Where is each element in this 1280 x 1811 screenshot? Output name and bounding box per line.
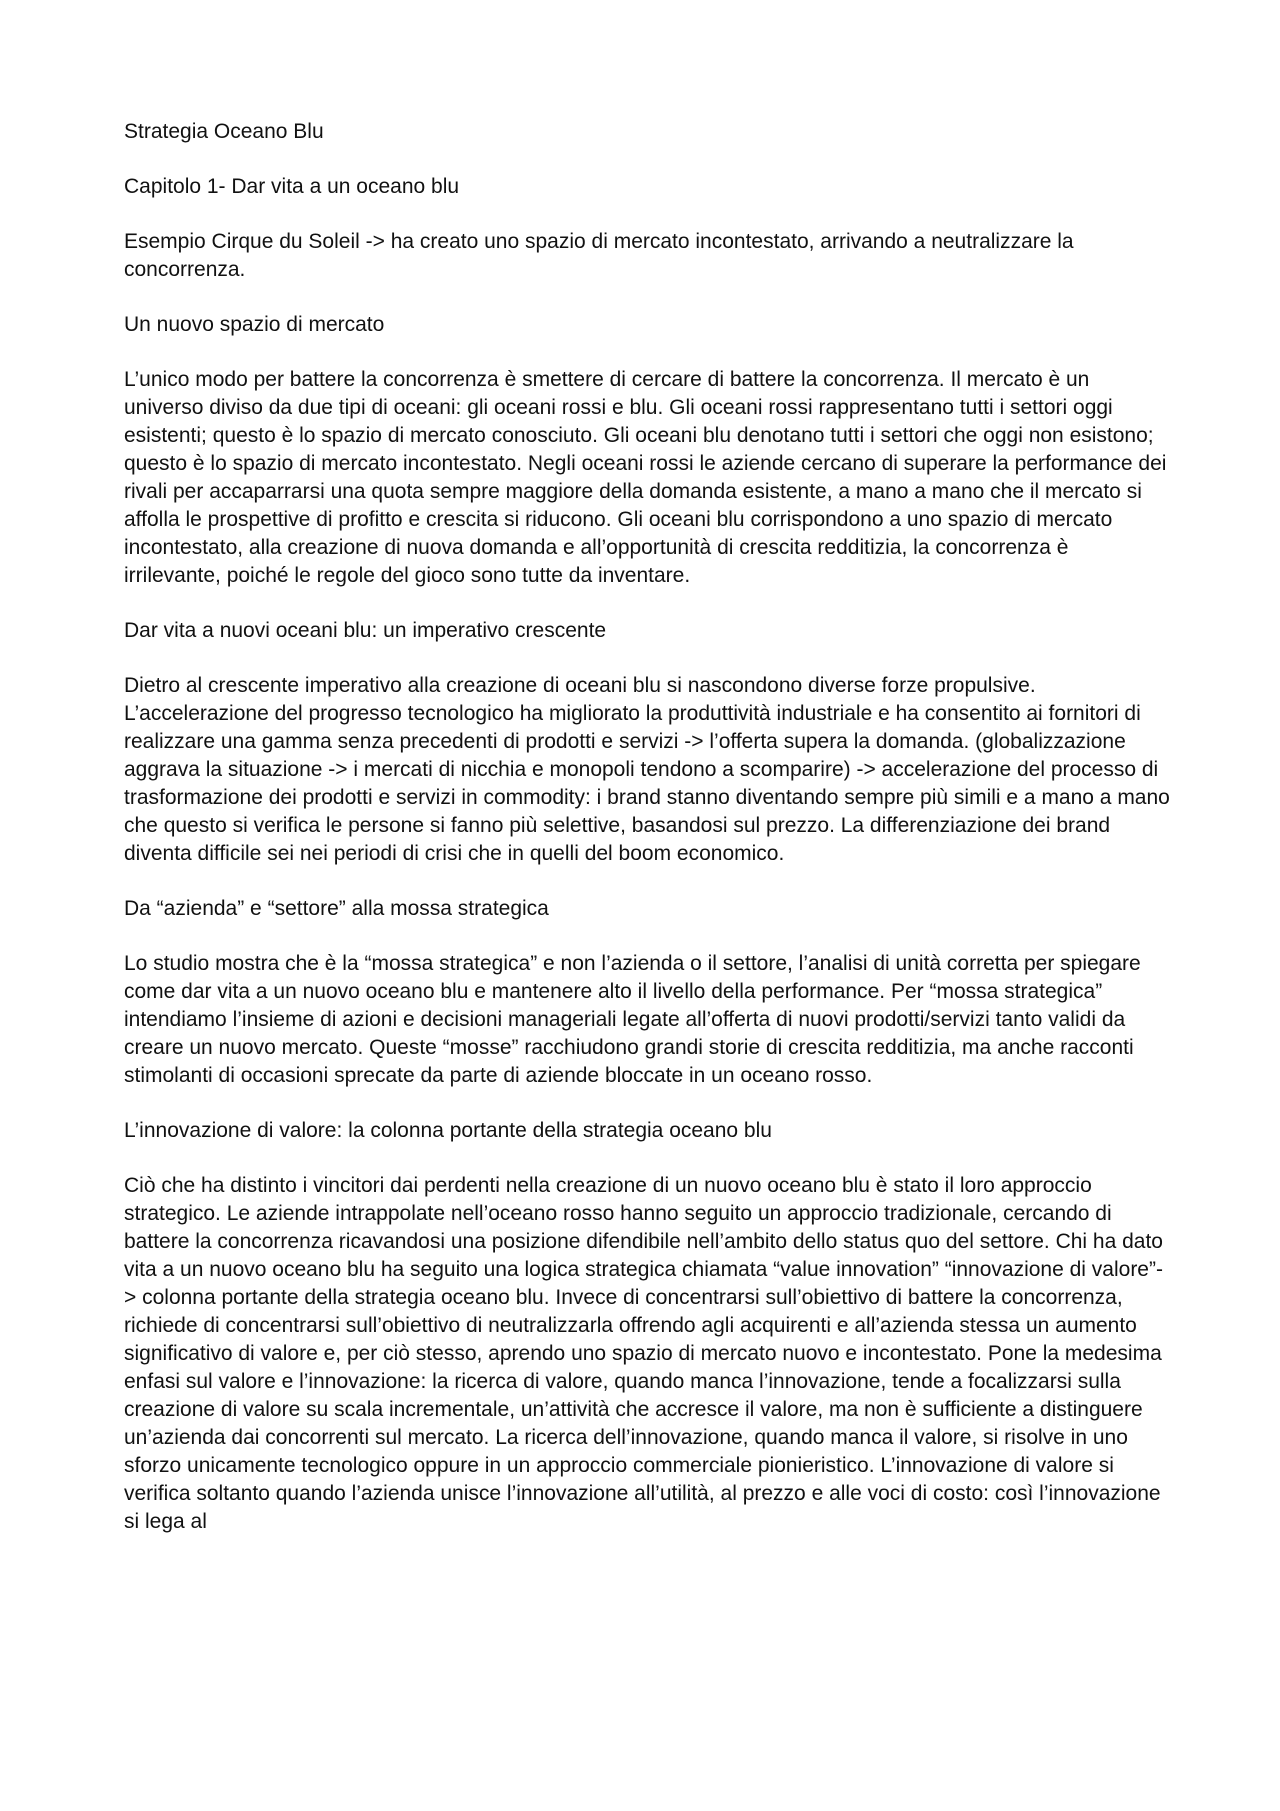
- section-heading-imperativo: Dar vita a nuovi oceani blu: un imperativo crescente: [124, 619, 607, 642]
- chapter-title: Capitolo 1- Dar vita a un oceano blu: [124, 175, 460, 198]
- paragraph-cirque: Esempio Cirque du Soleil -> ha creato uno spazio di mercato incontestato, arrivando a neutralizzare la concorrenza.: [124, 230, 1074, 281]
- paragraph-innovazione-valore: Ciò che ha distinto i vincitori dai perdenti nella creazione di un nuovo oceano blu è stato il loro approccio strategico. Le aziende intrappolate nell’oceano rosso hanno seguito un approccio tradizionale, cercando di battere la concorrenza ricavandosi una posizione difendibile nell’ambito dello status quo del settore. Chi ha dato vita a un nuovo oceano blu ha seguito una logica strategica chiamata “value innovation” “innovazione di valore”-> colonna portante della strategia oceano blu. Invece di concentrarsi sull’obiettivo di battere la concorrenza, richiede di concentrarsi sull’obiettivo di neutralizzarla offrendo agli acquirenti e all’azienda stessa un aumento significativo di valore e, per ciò stesso, aprendo uno spazio di mercato nuovo e incontestato. Pone la medesima enfasi sul valore e l’innovazione: la ricerca di valore, quando manca l’innovazione, tende a focalizzarsi sulla creazione di valore su scala incrementale, un’attività che accresce il valore, ma non è sufficiente a distinguere un’azienda dai concorrenti sul mercato. La ricerca dell’innovazione, quando manca il valore, si risolve in uno sforzo unicamente tecnologico oppure in un approccio commerciale pionieristico. L’innovazione di valore si verifica soltanto quando l’azienda unisce l’innovazione all’utilità, al prezzo e alle voci di costo: così l’innovazione si lega al: [124, 1174, 1163, 1533]
- document-title: Strategia Oceano Blu: [124, 120, 324, 143]
- section-heading-nuovo-spazio: Un nuovo spazio di mercato: [124, 313, 385, 336]
- paragraph-forze-propulsive: Dietro al crescente imperativo alla creazione di oceani blu si nascondono diverse forze propulsive. L’accelerazione del progresso tecnologico ha migliorato la produttività industriale e ha consentito ai fornitori di realizzare una gamma senza precedenti di prodotti e servizi -> l’offerta supera la domanda. (globalizzazione aggrava la situazione -> i mercati di nicchia e monopoli tendono a scomparire) -> accelerazione del processo di trasformazione dei prodotti e servizi in commodity: i brand stanno diventando sempre più simili e a mano a mano che questo si verifica le persone si fanno più selettive, basandosi sul prezzo. La differenziazione dei brand diventa difficile sei nei periodi di crisi che in quelli del boom economico.: [124, 674, 1170, 865]
- section-heading-mossa-strategica: Da “azienda” e “settore” alla mossa strategica: [124, 897, 549, 920]
- paragraph-oceani: L’unico modo per battere la concorrenza è smettere di cercare di battere la concorrenza. Il mercato è un universo diviso da due tipi di oceani: gli oceani rossi e blu. Gli oceani rossi rappresentano tutti i settori oggi esistenti; questo è lo spazio di mercato conosciuto. Gli oceani blu denotano tutti i settori che oggi non esistono; questo è lo spazio di mercato incontestato. Negli oceani rossi le aziende cercano di superare la performance dei rivali per accaparrarsi una quota sempre maggiore della domanda esistente, a mano a mano che il mercato si affolla le prospettive di profitto e crescita si riducono. Gli oceani blu corrispondono a uno spazio di mercato incontestato, alla creazione di nuova domanda e all’opportunità di crescita redditizia, la concorrenza è irrilevante, poiché le regole del gioco sono tutte da inventare.: [124, 368, 1167, 587]
- paragraph-mossa-strategica: Lo studio mostra che è la “mossa strategica” e non l’azienda o il settore, l’analisi di unità corretta per spiegare come dar vita a un nuovo oceano blu e mantenere alto il livello della performance. Per “mossa strategica” intendiamo l’insieme di azioni e decisioni manageriali legate all’offerta di nuovi prodotti/servizi tanto validi da creare un nuovo mercato. Queste “mosse” racchiudono grandi storie di crescita redditizia, ma anche racconti stimolanti di occasioni sprecate da parte di aziende bloccate in un oceano rosso.: [124, 952, 1141, 1087]
- section-heading-innovazione-valore: L’innovazione di valore: la colonna portante della strategia oceano blu: [124, 1119, 772, 1142]
